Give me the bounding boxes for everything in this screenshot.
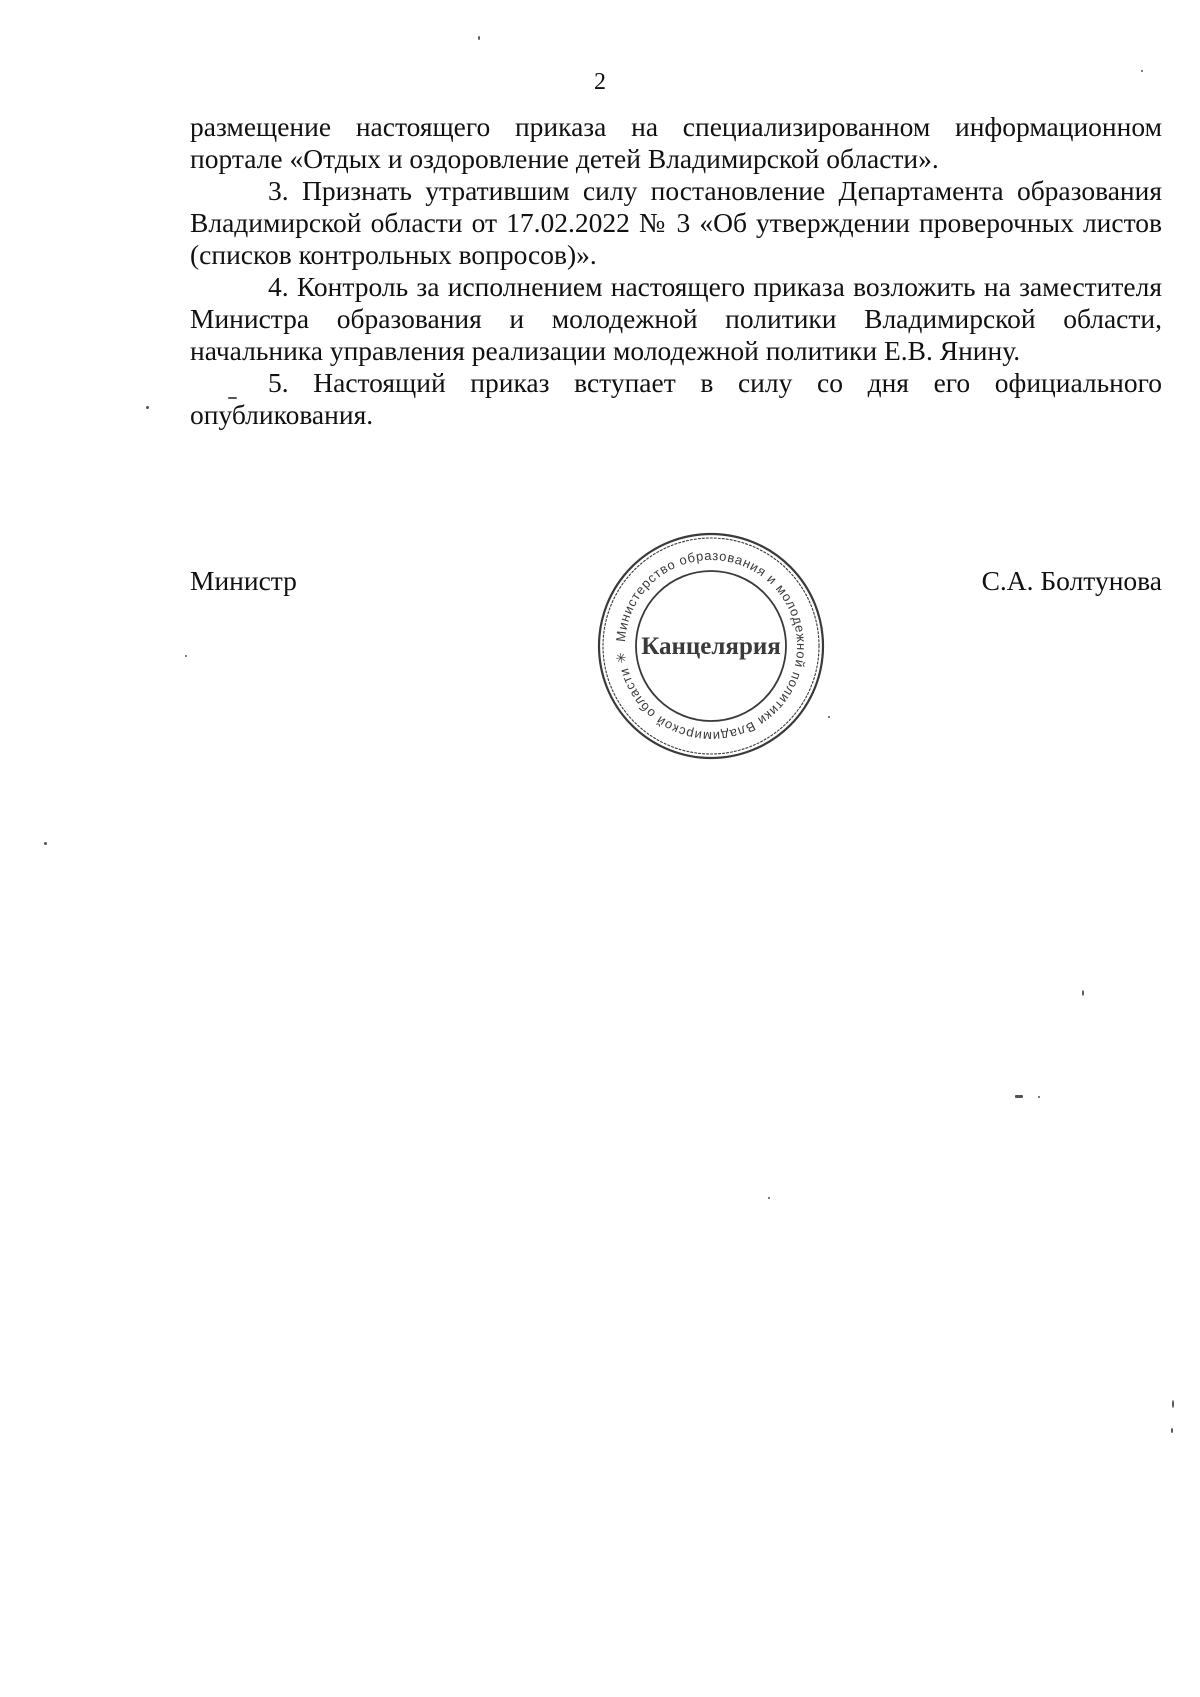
signature-position: Министр <box>190 565 297 596</box>
scan-speck <box>44 842 47 845</box>
scan-speck <box>1038 1096 1040 1098</box>
page-number: 2 <box>594 69 606 95</box>
scan-speck <box>185 655 187 657</box>
scan-speck <box>146 406 149 409</box>
signature-name: С.А. Болтунова <box>981 565 1162 596</box>
paragraph-item-3: 3. Признать утратившим силу постановление Департамента образования Владимирской области от 17.02.2022 № 3 «Об утверждении проверочных листов (списков контрольных вопросов)». <box>190 175 1162 270</box>
stamp-center-text: Канцелярия <box>641 633 781 660</box>
scan-speck <box>828 716 830 718</box>
document-body <box>190 111 1162 431</box>
scan-speck <box>1172 1400 1174 1408</box>
scan-speck <box>478 36 480 40</box>
paragraph-item-5: 5. Настоящий приказ вступает в силу со дня его официального опубликования. <box>190 367 1162 430</box>
scan-speck <box>228 397 237 399</box>
scan-speck <box>768 1197 770 1199</box>
scan-speck <box>1015 1095 1023 1098</box>
scan-speck <box>1082 990 1084 996</box>
paragraph-continuation: размещение настоящего приказа на специализированном информационном портале «Отдых и оздоровление детей Владимирской области». <box>190 111 1162 174</box>
scan-speck <box>1171 1428 1173 1433</box>
scan-speck <box>1141 70 1143 72</box>
official-stamp <box>595 530 827 762</box>
stamp-ring-text: Министерство образования и молодежной политики Владимирской области ✳ <box>612 547 810 745</box>
paragraph-item-4: 4. Контроль за исполнением настоящего приказа возложить на заместителя Министра образования и молодежной политики Владимирской области, начальника управления реализации молодежной политики Е.В. Янину. <box>190 271 1162 366</box>
